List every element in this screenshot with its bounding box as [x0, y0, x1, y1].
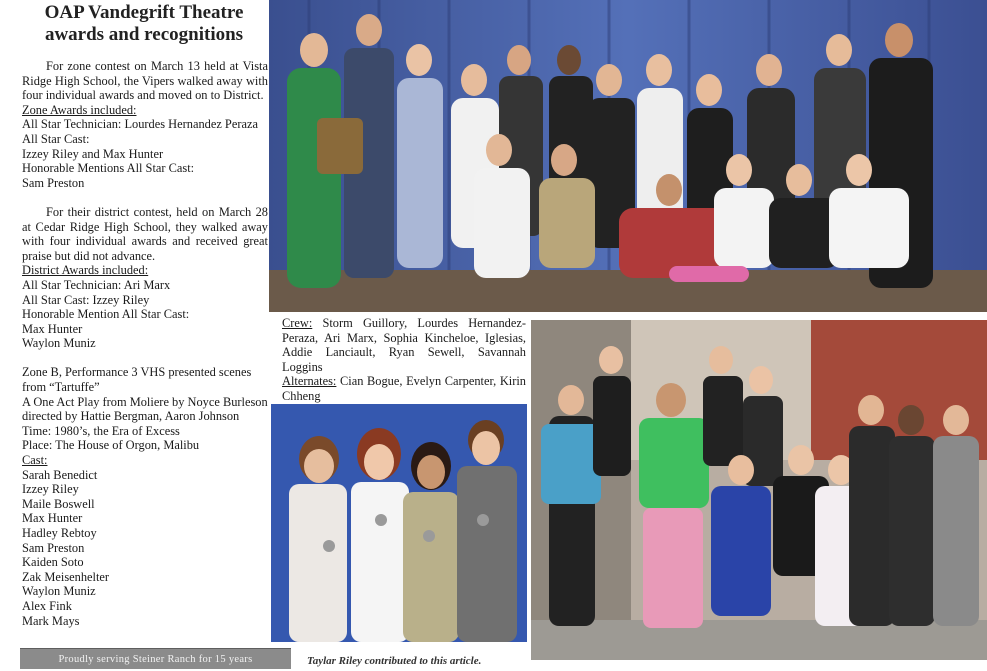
- article-body: [22, 59, 268, 628]
- district-awards-heading: District Awards included:: [22, 263, 149, 278]
- cast-member: Sarah Benedict: [22, 467, 98, 482]
- district-line: All Star Cast: Izzey Riley: [22, 292, 150, 307]
- title-line-1: OAP Vandegrift Theatre: [44, 2, 244, 23]
- costumed-cast-photo: [531, 320, 987, 660]
- cast-heading: Cast:: [22, 453, 48, 468]
- zone-line: Honorable Mentions All Star Cast:: [22, 161, 195, 176]
- district-line: Max Hunter: [22, 321, 83, 336]
- zone-line: All Star Technician: Lourdes Hernandez Peraza: [22, 117, 258, 132]
- group-stage-photo: [269, 0, 987, 312]
- footer-banner: Proudly serving Steiner Ranch for 15 years: [20, 648, 291, 669]
- cast-member: Sam Preston: [22, 540, 85, 555]
- article-title: [22, 2, 266, 46]
- district-paragraph: For their district contest, held on March 28 at Cedar Ridge High School, they walked away with four individual awards and received great praise but did not advance.: [22, 204, 268, 263]
- cast-member: Zak Meisenhelter: [22, 569, 110, 584]
- performance-line: A One Act Play from Moliere by Noyce Burleson directed by Hattie Bergman, Aaron Johnson: [22, 394, 268, 424]
- cast-member: Izzey Riley: [22, 482, 79, 497]
- cast-member: Maile Boswell: [22, 496, 95, 511]
- performance-line: Zone B, Performance 3 VHS presented scenes from “Tartuffe”: [22, 365, 252, 395]
- title-line-2: awards and recognitions: [44, 24, 244, 45]
- zone-line: Izzey Riley and Max Hunter: [22, 146, 164, 161]
- district-line: Waylon Muniz: [22, 336, 96, 351]
- district-line: Honorable Mention All Star Cast:: [22, 307, 190, 322]
- crew-heading: Crew:: [282, 316, 313, 330]
- performance-line: Place: The House of Orgon, Malibu: [22, 438, 200, 453]
- cast-member: Max Hunter: [22, 511, 83, 526]
- alternates-heading: Alternates:: [282, 374, 337, 389]
- zone-line: All Star Cast:: [22, 131, 90, 146]
- crew-caption: [282, 316, 526, 404]
- cast-member: Kaiden Soto: [22, 555, 84, 570]
- zone-line: Sam Preston: [22, 175, 85, 190]
- performance-line: Time: 1980’s, the Era of Excess: [22, 423, 180, 438]
- cast-member: Alex Fink: [22, 598, 72, 613]
- cast-member: Hadley Rebtoy: [22, 526, 97, 540]
- medal-winners-photo: [271, 404, 527, 642]
- cast-member: Waylon Muniz: [22, 584, 96, 599]
- contributor-credit: Taylar Riley contributed to this article.: [307, 655, 482, 667]
- cast-member: Mark Mays: [22, 613, 80, 628]
- article-column: [0, 0, 268, 668]
- zone-awards-heading: Zone Awards included:: [22, 102, 137, 117]
- district-line: All Star Technician: Ari Marx: [22, 277, 171, 292]
- crew-names: Storm Guillory, Lourdes Hernandez-Peraza, Ari Marx, Sophia Kincheloe, Iglesias, Addie Lanciault, Ryan Sewell, Savannah Loggins: [282, 316, 526, 374]
- alternates-names: Cian Bogue, Evelyn Carpenter, Kirin Chheng: [282, 374, 526, 403]
- zone-paragraph: For zone contest on March 13 held at Vista Ridge High School, the Vipers walked away with four individual awards and moved on to District.: [22, 59, 268, 103]
